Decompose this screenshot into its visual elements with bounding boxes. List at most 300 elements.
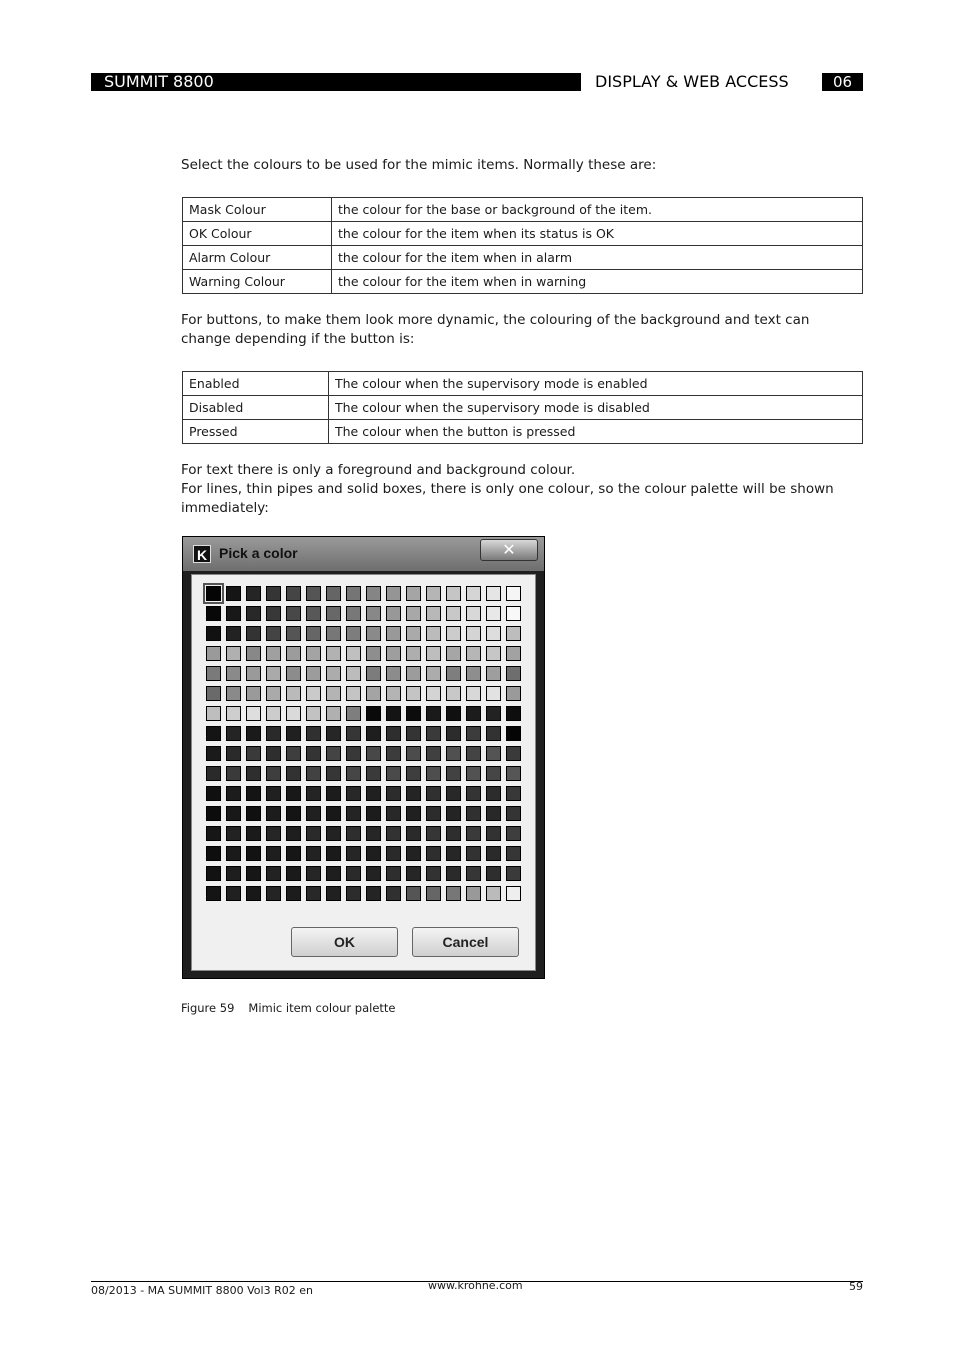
colour-swatch[interactable]	[506, 646, 521, 661]
buttons-paragraph: For buttons, to make them look more dynamic, the colouring of the background and text can change depending if the button is:	[181, 312, 810, 347]
colour-swatch[interactable]	[386, 786, 401, 801]
colour-swatch[interactable]	[346, 786, 361, 801]
colour-swatch[interactable]	[246, 646, 261, 661]
colour-swatch[interactable]	[386, 606, 401, 621]
colour-swatch[interactable]	[366, 586, 381, 601]
button-state-table	[182, 371, 863, 444]
colour-swatch[interactable]	[206, 626, 221, 641]
colour-swatch[interactable]	[226, 706, 241, 721]
colour-swatch[interactable]	[226, 746, 241, 761]
colour-swatch[interactable]	[386, 746, 401, 761]
colour-swatch[interactable]	[366, 826, 381, 841]
colour-swatch[interactable]	[366, 706, 381, 721]
colour-swatch[interactable]	[406, 866, 421, 881]
table-row	[183, 396, 863, 420]
colour-swatch[interactable]	[306, 686, 321, 701]
intro-paragraph: Select the colours to be used for the mimic items. Normally these are:	[181, 157, 657, 173]
colour-swatch[interactable]	[286, 626, 301, 641]
colour-swatch[interactable]	[266, 886, 281, 901]
colour-swatch[interactable]	[466, 726, 481, 741]
colour-swatch[interactable]	[246, 766, 261, 781]
colour-swatch[interactable]	[486, 886, 501, 901]
colour-swatch[interactable]	[346, 806, 361, 821]
table-row	[183, 198, 863, 222]
colour-swatch[interactable]	[406, 686, 421, 701]
colour-swatch[interactable]	[326, 826, 341, 841]
colour-swatch[interactable]	[326, 886, 341, 901]
colour-swatch[interactable]	[426, 866, 441, 881]
table-row	[183, 420, 863, 444]
colour-swatch[interactable]	[246, 686, 261, 701]
colour-swatch[interactable]	[486, 766, 501, 781]
colour-swatch[interactable]	[466, 646, 481, 661]
colour-swatch[interactable]	[446, 606, 461, 621]
colour-swatch[interactable]	[346, 846, 361, 861]
footer-document-id: 08/2013 - MA SUMMIT 8800 Vol3 R02 en	[91, 1284, 313, 1297]
colour-swatch[interactable]	[326, 646, 341, 661]
colour-swatch[interactable]	[426, 726, 441, 741]
table-cell: Alarm Colour	[183, 246, 332, 270]
colour-swatch[interactable]	[226, 726, 241, 741]
colour-swatch[interactable]	[246, 586, 261, 601]
text-line-1: For text there is only a foreground and background colour.	[181, 462, 576, 478]
colour-swatch[interactable]	[306, 866, 321, 881]
colour-swatch[interactable]	[366, 786, 381, 801]
colour-swatch[interactable]	[306, 806, 321, 821]
colour-swatch[interactable]	[486, 706, 501, 721]
colour-swatch[interactable]	[206, 826, 221, 841]
colour-swatch[interactable]	[246, 786, 261, 801]
colour-swatch[interactable]	[306, 886, 321, 901]
colour-swatch[interactable]	[326, 746, 341, 761]
colour-swatch[interactable]	[346, 826, 361, 841]
colour-swatch[interactable]	[246, 806, 261, 821]
colour-swatch[interactable]	[326, 586, 341, 601]
colour-swatch[interactable]	[286, 786, 301, 801]
colour-swatch[interactable]	[446, 746, 461, 761]
colour-swatch[interactable]	[486, 826, 501, 841]
colour-swatch[interactable]	[226, 626, 241, 641]
colour-swatch[interactable]	[306, 826, 321, 841]
colour-swatch[interactable]	[406, 766, 421, 781]
colour-swatch[interactable]	[446, 886, 461, 901]
colour-swatch[interactable]	[366, 746, 381, 761]
colour-swatch[interactable]	[206, 606, 221, 621]
colour-swatch[interactable]	[346, 646, 361, 661]
colour-swatch[interactable]	[346, 886, 361, 901]
colour-swatch[interactable]	[486, 786, 501, 801]
colour-swatch[interactable]	[246, 866, 261, 881]
colour-swatch[interactable]	[326, 806, 341, 821]
table-cell: the colour for the item when its status is OK	[332, 222, 863, 246]
table-row	[183, 222, 863, 246]
colour-swatch[interactable]	[246, 846, 261, 861]
colour-swatch[interactable]	[346, 606, 361, 621]
colour-swatch[interactable]	[386, 646, 401, 661]
colour-swatch[interactable]	[286, 586, 301, 601]
colour-swatch[interactable]	[386, 886, 401, 901]
colour-swatch[interactable]	[506, 786, 521, 801]
ok-button[interactable]: OK	[291, 927, 398, 957]
colour-swatch[interactable]	[366, 766, 381, 781]
app-k-icon: K	[193, 545, 211, 563]
colour-swatch[interactable]	[446, 826, 461, 841]
colour-swatch[interactable]	[506, 586, 521, 601]
close-button[interactable]	[480, 539, 538, 561]
colour-swatch[interactable]	[366, 606, 381, 621]
colour-swatch[interactable]	[306, 746, 321, 761]
colour-swatch[interactable]	[446, 646, 461, 661]
colour-swatch[interactable]	[326, 626, 341, 641]
table-row	[183, 372, 863, 396]
colour-swatch[interactable]	[386, 866, 401, 881]
colour-swatch[interactable]	[506, 606, 521, 621]
colour-swatch[interactable]	[446, 726, 461, 741]
colour-swatch[interactable]	[466, 886, 481, 901]
colour-swatch[interactable]	[306, 626, 321, 641]
text-paragraph	[181, 461, 863, 518]
colour-swatch[interactable]	[206, 586, 221, 601]
colour-swatch[interactable]	[366, 626, 381, 641]
colour-swatch[interactable]	[506, 686, 521, 701]
colour-swatch[interactable]	[286, 686, 301, 701]
colour-swatch[interactable]	[346, 706, 361, 721]
colour-swatch[interactable]	[266, 826, 281, 841]
colour-swatch[interactable]	[306, 786, 321, 801]
colour-swatch[interactable]	[206, 726, 221, 741]
colour-swatch[interactable]	[386, 666, 401, 681]
colour-swatch[interactable]	[426, 766, 441, 781]
colour-swatch[interactable]	[426, 706, 441, 721]
colour-swatch[interactable]	[246, 886, 261, 901]
colour-swatch[interactable]	[406, 626, 421, 641]
colour-swatch[interactable]	[466, 606, 481, 621]
colour-swatch[interactable]	[266, 746, 281, 761]
colour-swatch[interactable]	[306, 846, 321, 861]
table-cell: the colour for the item when in warning	[332, 270, 863, 294]
colour-swatch[interactable]	[466, 626, 481, 641]
colour-swatch[interactable]	[466, 806, 481, 821]
colour-swatch[interactable]	[246, 706, 261, 721]
colour-swatch[interactable]	[506, 726, 521, 741]
colour-swatch[interactable]	[506, 626, 521, 641]
colour-swatch[interactable]	[286, 766, 301, 781]
colour-swatch[interactable]	[286, 606, 301, 621]
colour-swatch[interactable]	[226, 846, 241, 861]
table-cell: the colour for the item when in alarm	[332, 246, 863, 270]
colour-swatch[interactable]	[466, 766, 481, 781]
colour-swatch[interactable]	[466, 706, 481, 721]
colour-swatch[interactable]	[226, 686, 241, 701]
colour-swatch[interactable]	[326, 866, 341, 881]
colour-swatch[interactable]	[486, 846, 501, 861]
footer-url: www.krohne.com	[428, 1279, 523, 1292]
colour-swatch[interactable]	[426, 746, 441, 761]
colour-swatch[interactable]	[286, 666, 301, 681]
colour-swatch[interactable]	[506, 826, 521, 841]
colour-swatch[interactable]	[206, 766, 221, 781]
colour-swatch[interactable]	[326, 846, 341, 861]
colour-swatch[interactable]	[506, 846, 521, 861]
close-icon: ✕	[502, 540, 516, 559]
colour-swatch[interactable]	[406, 806, 421, 821]
colour-swatch[interactable]	[506, 666, 521, 681]
colour-swatch[interactable]	[426, 606, 441, 621]
colour-swatch[interactable]	[466, 866, 481, 881]
colour-swatch[interactable]	[286, 826, 301, 841]
colour-swatch[interactable]	[406, 786, 421, 801]
colour-swatch[interactable]	[386, 846, 401, 861]
colour-swatch[interactable]	[486, 866, 501, 881]
colour-swatch[interactable]	[466, 666, 481, 681]
colour-swatch[interactable]	[266, 686, 281, 701]
table-cell: The colour when the button is pressed	[329, 420, 863, 444]
colour-swatch[interactable]	[206, 846, 221, 861]
colour-swatch[interactable]	[486, 646, 501, 661]
pick-color-dialog	[182, 536, 545, 979]
colour-swatch[interactable]	[266, 846, 281, 861]
colour-swatch[interactable]	[406, 606, 421, 621]
colour-swatch[interactable]	[206, 806, 221, 821]
colour-swatch[interactable]	[346, 626, 361, 641]
colour-swatch[interactable]	[486, 606, 501, 621]
colour-swatch[interactable]	[266, 606, 281, 621]
colour-swatch[interactable]	[366, 846, 381, 861]
colour-swatch[interactable]	[446, 866, 461, 881]
colour-swatch[interactable]	[446, 806, 461, 821]
colour-swatch[interactable]	[206, 646, 221, 661]
colour-swatch[interactable]	[286, 706, 301, 721]
colour-swatch[interactable]	[346, 746, 361, 761]
colour-swatch[interactable]	[206, 746, 221, 761]
table-cell: Mask Colour	[183, 198, 332, 222]
colour-swatch[interactable]	[486, 726, 501, 741]
colour-swatch[interactable]	[466, 586, 481, 601]
colour-swatch[interactable]	[266, 586, 281, 601]
colour-swatch[interactable]	[286, 806, 301, 821]
colour-swatch[interactable]	[446, 706, 461, 721]
colour-swatch[interactable]	[226, 586, 241, 601]
colour-swatch[interactable]	[206, 706, 221, 721]
colour-swatch[interactable]	[366, 686, 381, 701]
table-cell: The colour when the supervisory mode is disabled	[329, 396, 863, 420]
colour-swatch[interactable]	[426, 846, 441, 861]
colour-swatch[interactable]	[446, 766, 461, 781]
colour-swatch[interactable]	[226, 866, 241, 881]
colour-swatch[interactable]	[446, 626, 461, 641]
colour-swatch[interactable]	[486, 626, 501, 641]
colour-swatch[interactable]	[426, 646, 441, 661]
figure-caption	[181, 1001, 396, 1015]
colour-swatch[interactable]	[226, 886, 241, 901]
colour-swatch[interactable]	[326, 686, 341, 701]
colour-swatch[interactable]	[506, 806, 521, 821]
colour-swatch[interactable]	[486, 666, 501, 681]
colour-swatch[interactable]	[386, 826, 401, 841]
colour-swatch[interactable]	[446, 686, 461, 701]
colour-swatch[interactable]	[326, 666, 341, 681]
colour-swatch[interactable]	[286, 646, 301, 661]
colour-swatch[interactable]	[486, 586, 501, 601]
table-cell: Enabled	[183, 372, 329, 396]
colour-swatch[interactable]	[466, 786, 481, 801]
colour-swatch[interactable]	[226, 766, 241, 781]
colour-swatch[interactable]	[206, 686, 221, 701]
colour-swatch[interactable]	[346, 686, 361, 701]
colour-swatch[interactable]	[406, 846, 421, 861]
colour-swatch[interactable]	[266, 646, 281, 661]
colour-swatch[interactable]	[246, 626, 261, 641]
colour-swatch[interactable]	[386, 726, 401, 741]
colour-swatch[interactable]	[466, 846, 481, 861]
colour-swatch[interactable]	[306, 706, 321, 721]
colour-swatch[interactable]	[306, 606, 321, 621]
colour-swatch[interactable]	[226, 786, 241, 801]
colour-swatch[interactable]	[206, 866, 221, 881]
colour-swatch[interactable]	[226, 806, 241, 821]
colour-swatch[interactable]	[426, 826, 441, 841]
colour-swatch[interactable]	[406, 706, 421, 721]
colour-swatch[interactable]	[386, 686, 401, 701]
table-row	[183, 246, 863, 270]
colour-swatch[interactable]	[426, 806, 441, 821]
colour-swatch[interactable]	[466, 746, 481, 761]
colour-swatch[interactable]	[506, 886, 521, 901]
colour-swatch[interactable]	[246, 746, 261, 761]
table-cell: OK Colour	[183, 222, 332, 246]
colour-swatch[interactable]	[486, 746, 501, 761]
colour-swatch[interactable]	[346, 866, 361, 881]
colour-swatch[interactable]	[226, 646, 241, 661]
colour-swatch[interactable]	[306, 586, 321, 601]
colour-swatch[interactable]	[386, 626, 401, 641]
colour-swatch[interactable]	[306, 646, 321, 661]
colour-swatch[interactable]	[286, 866, 301, 881]
colour-swatch[interactable]	[426, 626, 441, 641]
colour-swatch[interactable]	[426, 886, 441, 901]
colour-swatch[interactable]	[366, 806, 381, 821]
colour-swatch[interactable]	[466, 686, 481, 701]
figure-number: Figure 59	[181, 1001, 235, 1015]
colour-swatch[interactable]	[366, 726, 381, 741]
colour-swatch[interactable]	[286, 886, 301, 901]
colour-swatch[interactable]	[426, 666, 441, 681]
colour-swatch[interactable]	[246, 826, 261, 841]
colour-swatch[interactable]	[426, 586, 441, 601]
colour-swatch[interactable]	[366, 646, 381, 661]
colour-swatch[interactable]	[486, 686, 501, 701]
colour-swatch[interactable]	[506, 746, 521, 761]
colour-swatch[interactable]	[266, 726, 281, 741]
colour-swatch[interactable]	[286, 726, 301, 741]
colour-swatch[interactable]	[386, 586, 401, 601]
page-number: 59	[849, 1280, 863, 1293]
figure-caption-text: Mimic item colour palette	[248, 1001, 396, 1015]
dialog-title: Pick a color	[219, 545, 298, 561]
colour-swatch[interactable]	[366, 666, 381, 681]
table-cell: The colour when the supervisory mode is enabled	[329, 372, 863, 396]
colour-swatch[interactable]	[326, 726, 341, 741]
colour-swatch[interactable]	[266, 626, 281, 641]
colour-swatch[interactable]	[326, 786, 341, 801]
colour-swatch[interactable]	[446, 666, 461, 681]
colour-swatch[interactable]	[446, 586, 461, 601]
colour-swatch[interactable]	[506, 766, 521, 781]
colour-swatch[interactable]	[366, 866, 381, 881]
colour-swatch[interactable]	[326, 606, 341, 621]
colour-swatch[interactable]	[266, 766, 281, 781]
colour-swatch[interactable]	[246, 666, 261, 681]
table-cell: Warning Colour	[183, 270, 332, 294]
colour-swatch[interactable]	[226, 666, 241, 681]
colour-swatch[interactable]	[286, 846, 301, 861]
colour-swatch[interactable]	[506, 706, 521, 721]
table-cell: Pressed	[183, 420, 329, 444]
colour-swatch[interactable]	[406, 666, 421, 681]
colour-swatch[interactable]	[306, 766, 321, 781]
colour-swatch[interactable]	[286, 746, 301, 761]
header-section: DISPLAY & WEB ACCESS	[595, 72, 789, 91]
colour-swatch[interactable]	[226, 606, 241, 621]
colour-swatch[interactable]	[386, 766, 401, 781]
colour-swatch[interactable]	[346, 726, 361, 741]
colour-swatch[interactable]	[446, 786, 461, 801]
colour-swatch[interactable]	[326, 766, 341, 781]
colour-swatch[interactable]	[406, 826, 421, 841]
colour-swatch[interactable]	[266, 666, 281, 681]
colour-swatch[interactable]	[266, 786, 281, 801]
colour-swatch[interactable]	[406, 746, 421, 761]
colour-swatch[interactable]	[506, 866, 521, 881]
colour-swatch[interactable]	[326, 706, 341, 721]
colour-swatch[interactable]	[466, 826, 481, 841]
colour-swatch[interactable]	[406, 886, 421, 901]
colour-swatch[interactable]	[266, 806, 281, 821]
text-line-2: For lines, thin pipes and solid boxes, there is only one colour, so the colour palette will be shown immediately:	[181, 481, 834, 516]
colour-swatch[interactable]	[206, 666, 221, 681]
colour-swatch[interactable]	[386, 706, 401, 721]
header-product: SUMMIT 8800	[104, 72, 214, 91]
dialog-titlebar[interactable]	[183, 537, 544, 571]
colour-swatch[interactable]	[206, 886, 221, 901]
colour-swatch[interactable]	[406, 726, 421, 741]
colour-swatch[interactable]	[346, 666, 361, 681]
colour-swatch[interactable]	[386, 806, 401, 821]
header-chapter-number: 06	[822, 73, 863, 91]
colour-swatch[interactable]	[226, 826, 241, 841]
dialog-client-area	[191, 574, 536, 971]
colour-swatch[interactable]	[206, 786, 221, 801]
colour-swatch[interactable]	[246, 726, 261, 741]
colour-swatch[interactable]	[446, 846, 461, 861]
table-cell: Disabled	[183, 396, 329, 420]
colour-swatch[interactable]	[266, 866, 281, 881]
colour-swatch[interactable]	[306, 666, 321, 681]
colour-swatch[interactable]	[306, 726, 321, 741]
colour-swatch[interactable]	[426, 686, 441, 701]
colour-swatch[interactable]	[486, 806, 501, 821]
colour-swatch[interactable]	[406, 646, 421, 661]
colour-swatch[interactable]	[266, 706, 281, 721]
colour-swatch[interactable]	[366, 886, 381, 901]
colour-swatch[interactable]	[246, 606, 261, 621]
colour-swatch[interactable]	[426, 786, 441, 801]
colour-swatch[interactable]	[346, 766, 361, 781]
colour-swatch[interactable]	[406, 586, 421, 601]
colour-swatch[interactable]	[346, 586, 361, 601]
colour-table	[182, 197, 863, 294]
cancel-button[interactable]: Cancel	[412, 927, 519, 957]
